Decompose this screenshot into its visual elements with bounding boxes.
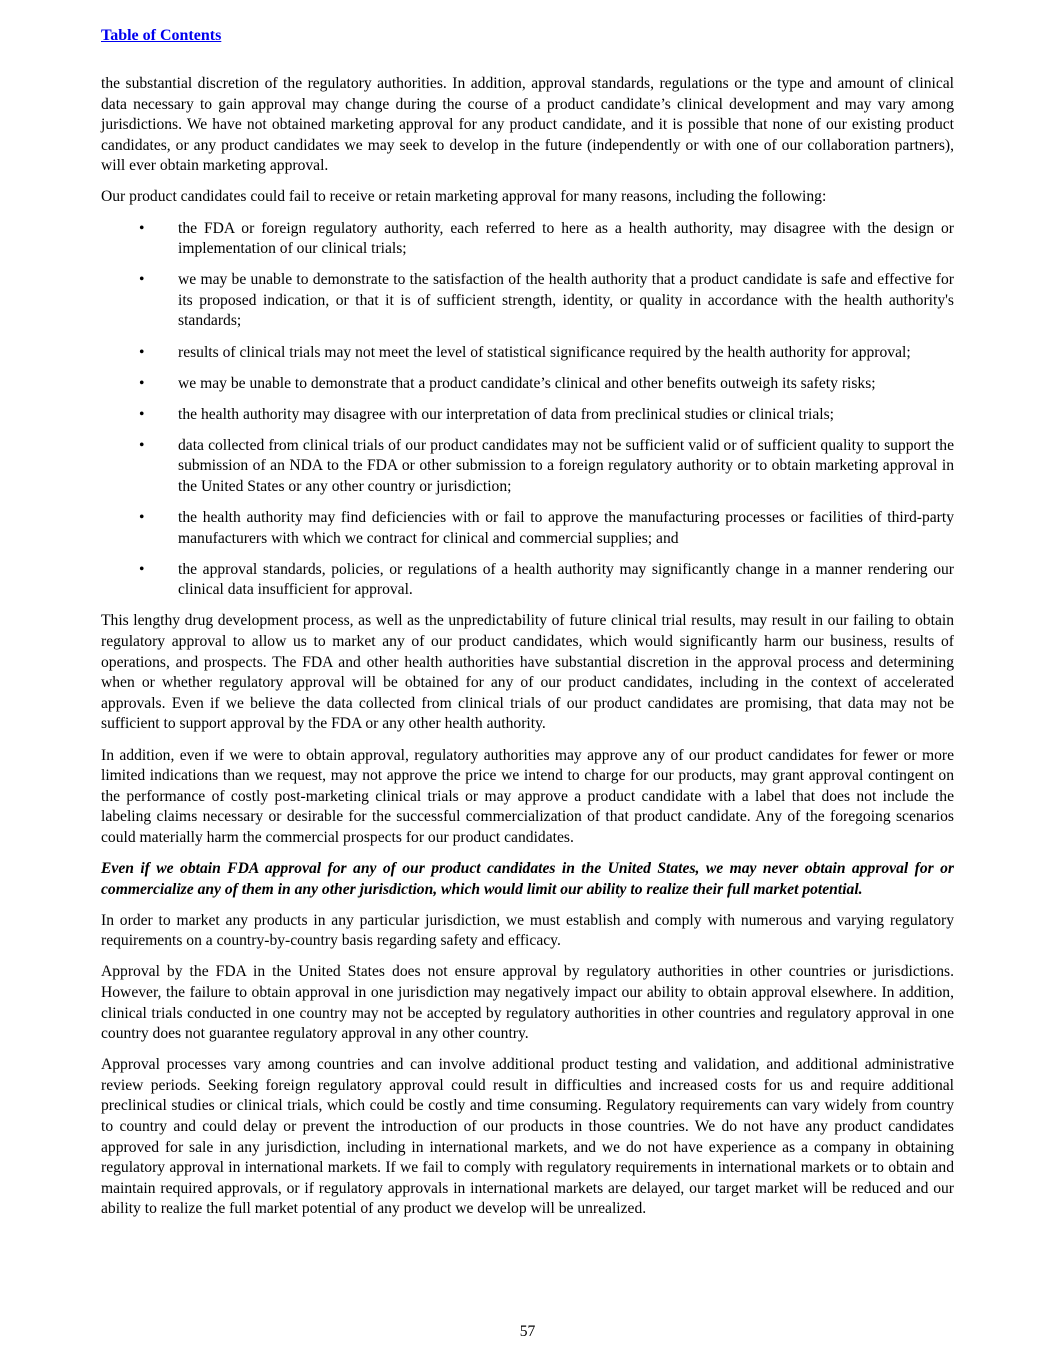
paragraph-fda-approval: Approval by the FDA in the United States does not ensure approval by regulatory authorities in other countries or jurisdictions. However, the failure to obtain approval in one jurisdiction may negatively impact our ability to obtain approval elsewhere. In addition, clinical trials conducted in one country may not be accepted by regulatory authorities in other countries and regulatory approval in one country does not guarantee regulatory approval in any other country.: [101, 963, 954, 1043]
list-item-text: the health authority may disagree with our interpretation of data from preclinical studies or clinical trials;: [178, 405, 835, 423]
paragraph-jurisdiction-requirements: In order to market any products in any particular jurisdiction, we must establish and comply with numerous and varying regulatory requirements on a country-by-country basis regarding safety and efficacy.: [101, 911, 954, 950]
page-number: 57: [519, 1323, 536, 1340]
list-item: [101, 436, 954, 498]
table-of-contents-link[interactable]: Table of Contents: [101, 27, 222, 44]
list-item-text: the approval standards, policies, or regulations of a health authority may significantly change in a manner rendering our clinical data insufficient for approval.: [178, 560, 954, 599]
list-item-text: data collected from clinical trials of our product candidates may not be sufficient valid or of sufficient quality to support the submission of an NDA to the FDA or other submission to a foreign regulatory authority or to obtain marketing approval in the United States or any other country or jurisdiction;: [178, 436, 954, 495]
list-item-text: the health authority may find deficiencies with or fail to approve the manufacturing processes or facilities of third-party manufacturers with which we contract for clinical and commercial supplies; and: [178, 509, 954, 547]
bullet-marker: •: [139, 405, 145, 423]
bullet-marker: •: [139, 560, 145, 578]
paragraph-approval-processes: Approval processes vary among countries and can involve additional product testing and validation, and additional administrative review periods. Seeking foreign regulatory approval could result in difficulties and increased costs for us and require additional preclinical studies or clinical trials, which could be costly and time consuming. Regulatory requirements can vary widely from country to country and could delay or prevent the introduction of our products in those countries. We do not have any product candidates approved for sale in any jurisdiction, including in international markets, and we do not have experience as a company in obtaining regulatory approval in international markets. If we fail to comply with regulatory requirements in international markets or to obtain and maintain required approvals, or if regulatory approvals in international markets are delayed, our target market will be reduced and our ability to realize the full market potential of any product we develop will be unrealized.: [101, 1056, 954, 1218]
list-item: [101, 343, 954, 364]
reasons-list: [101, 219, 954, 601]
bullet-marker: •: [139, 436, 145, 454]
paragraph-development-process: This lengthy drug development process, as well as the unpredictability of future clinical trial results, may result in our failing to obtain regulatory approval to allow us to market any of our product candidates, which would significantly harm our business, results of operations, and prospects. The FDA and other health authorities have substantial discretion in the approval process and determining when or whether regulatory approval will be obtained for any of our product candidates, including in the context of accelerated approvals. Even if we believe the data collected from clinical trials of our product candidates are promising, that data may not be sufficient to support approval by the FDA or any other health authority.: [101, 612, 954, 733]
paragraph-reasons-lead: Our product candidates could fail to receive or retain marketing approval for many reasons, including the following:: [101, 188, 827, 206]
list-item-text: results of clinical trials may not meet the level of statistical significance required by the health authority for approval;: [178, 343, 911, 361]
list-item: [101, 270, 954, 332]
bullet-marker: •: [139, 271, 145, 289]
list-item-text: we may be unable to demonstrate that a product candidate’s clinical and other benefits outweigh its safety risks;: [178, 374, 876, 392]
bullet-marker: •: [139, 509, 145, 527]
list-item: [101, 405, 954, 426]
bullet-marker: •: [139, 219, 145, 237]
document-body: [101, 74, 954, 1231]
list-item: [101, 374, 954, 395]
paragraph-intro: the substantial discretion of the regulatory authorities. In addition, approval standards, regulations or the type and amount of clinical data necessary to gain approval may change during the course of a product candidate’s clinical development and may vary among jurisdictions. We have not obtained marketing approval for any product candidate, and it is possible that none of our existing product candidates, or any product candidates we may seek to develop in the future (independently or with one of our collaboration partners), will ever obtain marketing approval.: [101, 75, 954, 175]
list-item: [101, 508, 954, 549]
bullet-marker: •: [139, 343, 145, 361]
list-item-text: we may be unable to demonstrate to the satisfaction of the health authority that a product candidate is safe and effective for its proposed indication, or that it is of sufficient strength, identity, or quality in accordance with the health authority's standards;: [178, 271, 954, 330]
risk-factor-heading: Even if we obtain FDA approval for any of our product candidates in the United States, we may never obtain approval for or commercialize any of them in any other jurisdiction, which would limit our ability to realize their full market potential.: [101, 860, 954, 898]
bullet-marker: •: [139, 374, 145, 392]
list-item: [101, 560, 954, 601]
list-item-text: the FDA or foreign regulatory authority, each referred to here as a health authority, may disagree with the design or implementation of our clinical trials;: [178, 219, 954, 258]
paragraph-limited-approval: In addition, even if we were to obtain approval, regulatory authorities may approve any of our product candidates for fewer or more limited indications than we request, may not approve the price we intend to charge for our products, may grant approval contingent on the performance of costly post-marketing clinical trials or may approve a product candidate with a label that does not include the labeling claims necessary or desirable for the successful commercialization of that product candidate. Any of the foregoing scenarios could materially harm the commercial prospects for our product candidates.: [101, 746, 954, 846]
list-item: [101, 219, 954, 260]
